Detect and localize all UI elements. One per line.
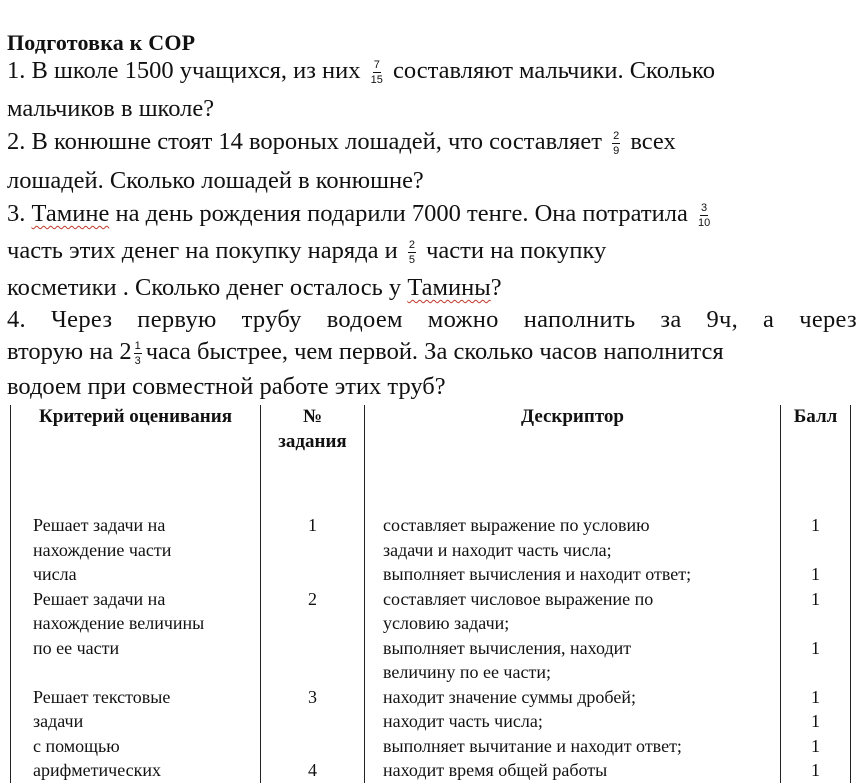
task-number-cell: 2 <box>261 587 365 685</box>
task-1-line-2: мальчиков в школе? <box>7 95 215 122</box>
table-row <box>11 685 851 783</box>
task-3-line-1: 3. Тамине на день рождения подарили 7000 тенге. Она потратила $\frac{3}{10}$ <box>7 200 711 229</box>
task-4-line-1: 4. Через первую трубу водоем можно наполнить за 9ч, а через <box>7 306 857 333</box>
spellcheck-word-tamine: Тамине <box>31 200 110 227</box>
fraction-1-3: $\frac{1}{3}$ <box>134 339 141 367</box>
task-3-line-3: косметики . Сколько денег осталось у Тамины? <box>7 274 502 301</box>
table-row <box>11 513 851 587</box>
table-header-row <box>11 405 851 513</box>
score-cell: 1 1 <box>781 587 851 685</box>
fraction-2-5: $\frac{2}{5}$ <box>408 238 415 266</box>
fraction-2-9: $\frac{2}{9}$ <box>613 129 620 157</box>
spellcheck-word-tamine-2: Тамины <box>407 274 491 301</box>
descriptor-cell: составляет выражение по условию задачи и находит часть числа; выполняет вычисления и находит ответ; <box>365 513 781 587</box>
task-4-line-2: вторую на 2 $\frac{1}{3}$ часа быстрее, чем первой. За сколько часов наполнится <box>7 338 724 367</box>
header-task-no: № задания <box>261 405 365 513</box>
mixed-number-whole: 2 <box>119 338 132 365</box>
descriptor-cell: находит значение суммы дробей; находит часть числа; выполняет вычитание и находит ответ; находит время общей работы <box>365 685 781 783</box>
task-number-cell: 3 4 <box>261 685 365 783</box>
header-descriptor: Дескриптор <box>365 405 781 513</box>
header-score: Балл <box>781 405 851 513</box>
criterion-cell: Решает задачи на нахождение величины по ее части <box>11 587 261 685</box>
header-criterion: Критерий оценивания <box>11 405 261 513</box>
descriptor-cell: составляет числовое выражение по условию задачи; выполняет вычисления, находит величину по ее части; <box>365 587 781 685</box>
task-number-cell: 1 <box>261 513 365 587</box>
task-3-line-2: часть этих денег на покупку наряда и $\frac{2}{5}$ части на покупку <box>7 237 607 266</box>
task-4-line-3: водоем при совместной работе этих труб? <box>7 373 446 400</box>
score-cell: 1 1 1 1 <box>781 685 851 783</box>
fraction-7-15: $\frac{7}{15}$ <box>370 58 383 86</box>
assessment-table <box>10 405 851 783</box>
criterion-cell: Решает задачи на нахождение части числа <box>11 513 261 587</box>
criterion-cell: Решает текстовые задачи с помощью арифметических <box>11 685 261 783</box>
task-2-line-1: 2. В конюшне стоят 14 вороных лошадей, что составляет $\frac{2}{9}$ всех <box>7 128 676 157</box>
table-row <box>11 587 851 685</box>
page-title: Подготовка к СОР <box>7 30 196 55</box>
score-cell: 1 1 <box>781 513 851 587</box>
task-2-line-2: лошадей. Сколько лошадей в конюшне? <box>7 167 424 194</box>
task-1-line-1: 1. В школе 1500 учащихся, из них $\frac{7}{15}$ составляют мальчики. Сколько <box>7 57 715 86</box>
fraction-3-10: $\frac{3}{10}$ <box>697 201 711 229</box>
